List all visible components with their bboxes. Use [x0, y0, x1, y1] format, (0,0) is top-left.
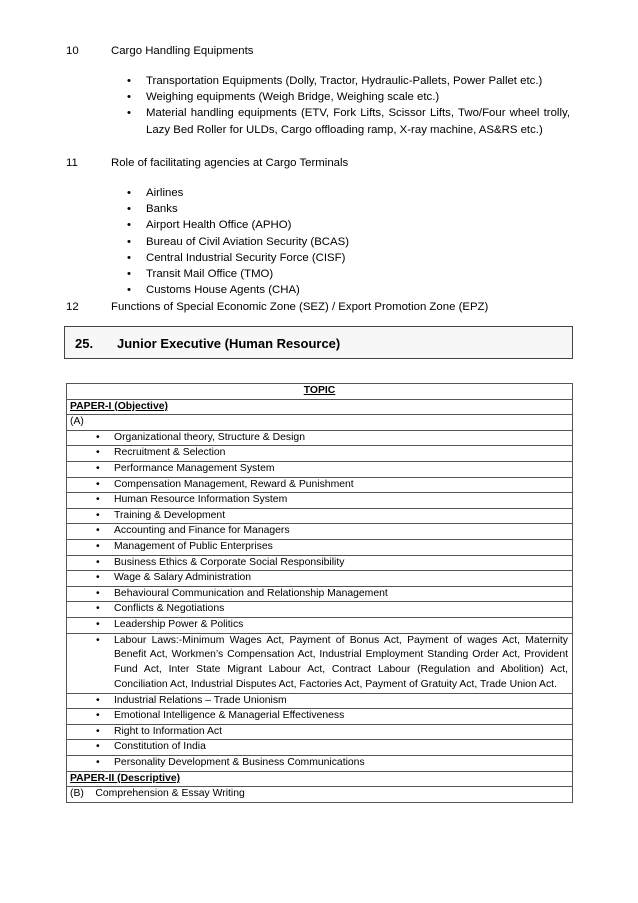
bullet-icon: • — [96, 494, 100, 506]
bullet-icon: • — [96, 757, 100, 769]
table-row — [67, 555, 573, 571]
list-item: • Central Industrial Security Force (CISF) — [146, 250, 570, 266]
bullet-icon: • — [96, 431, 100, 443]
section-11-bullets — [127, 185, 570, 298]
topic-item: Performance Management System — [114, 462, 275, 474]
table-row — [67, 633, 573, 693]
table-row — [67, 493, 573, 509]
table-row — [67, 724, 573, 740]
topic-item: Wage & Salary Administration — [114, 572, 252, 584]
topic-item: Behavioural Communication and Relationship Management — [114, 587, 388, 599]
section-title: Role of facilitating agencies at Cargo Terminals — [111, 157, 349, 169]
table-row — [67, 524, 573, 540]
table-row — [67, 430, 573, 446]
section-number: 10 — [66, 45, 79, 57]
topic-item: Recruitment & Selection — [114, 447, 226, 459]
topic-item: Industrial Relations – Trade Unionism — [114, 694, 287, 706]
post-heading — [64, 326, 573, 359]
topic-item: Human Resource Information System — [114, 494, 288, 506]
bullet-icon: • — [96, 587, 100, 599]
bullet-icon: • — [96, 572, 100, 584]
table-row — [67, 771, 573, 787]
bullet-icon: • — [96, 447, 100, 459]
table-row — [67, 571, 573, 587]
bullet-icon: • — [96, 741, 100, 753]
topic-item: Compensation Management, Reward & Punishment — [114, 478, 354, 490]
bullet-icon: • — [96, 556, 100, 568]
bullet-icon: • — [127, 203, 131, 216]
topic-item: Constitution of India — [114, 741, 206, 753]
topic-item: Conflicts & Negotiations — [114, 603, 225, 615]
part-b-label: (B) Comprehension & Essay Writing — [67, 787, 573, 803]
bullet-icon: • — [127, 91, 131, 104]
bullet-icon: • — [127, 268, 131, 281]
bullet-icon: • — [127, 235, 131, 248]
table-row — [67, 602, 573, 618]
bullet-icon: • — [96, 509, 100, 521]
bullet-icon: • — [96, 618, 100, 630]
topic-item: Emotional Intelligence & Managerial Effectiveness — [114, 710, 345, 722]
section-number: 12 — [66, 301, 79, 313]
post-title: Junior Executive (Human Resource) — [117, 336, 341, 351]
table-row — [67, 693, 573, 709]
topic-table — [66, 383, 573, 803]
list-item: • Material handling equipments (ETV, Fork Lifts, Scissor Lifts, Two/Four wheel trolly, Lazy Bed Roller for ULDs, Cargo offloading ramp, X-ray machine, AS&RS etc.) — [127, 107, 570, 136]
list-item: • Weighing equipments (Weigh Bridge, Weighing scale etc.) — [146, 89, 570, 105]
table-row — [67, 384, 573, 400]
bullet-icon: • — [127, 187, 131, 199]
topic-header: TOPIC — [67, 384, 573, 400]
part-a-label: (A) — [67, 415, 573, 431]
list-item: • Banks — [146, 201, 570, 217]
list-item: • Airport Health Office (APHO) — [146, 217, 570, 233]
table-row — [67, 461, 573, 477]
topic-item: Labour Laws:-Minimum Wages Act, Payment of Bonus Act, Payment of wages Act, Maternity Benefit Act, Workmen’s Compensation Act, Industrial Employment Standing Order Act, Provident Fund Act, Inter State Migrant Labour Act, Contract Labour (Regulation and Abolition) Act, Conciliation Act, Industrial Disputes Act, Factories Act, Payment of Gratuity Act, Trade Union Act. — [114, 634, 568, 690]
topic-item: Organizational theory, Structure & Design — [114, 431, 305, 443]
bullet-icon: • — [127, 284, 131, 297]
list-item: • Transit Mail Office (TMO) — [146, 266, 570, 282]
table-row — [67, 617, 573, 633]
table-row — [67, 477, 573, 493]
topic-item: Personality Development & Business Communications — [114, 757, 365, 769]
bullet-icon: • — [96, 694, 100, 706]
bullet-icon: • — [96, 710, 100, 722]
topic-item: Management of Public Enterprises — [114, 540, 273, 552]
table-row — [67, 415, 573, 431]
table-row — [67, 787, 573, 803]
bullet-icon: • — [96, 634, 100, 646]
section-title: Cargo Handling Equipments — [111, 45, 254, 57]
topic-item: Right to Information Act — [114, 725, 223, 737]
section-title: Functions of Special Economic Zone (SEZ) / Export Promotion Zone (EPZ) — [111, 301, 489, 313]
bullet-icon: • — [96, 478, 100, 490]
section-10-bullets — [127, 73, 570, 138]
topic-item: Business Ethics & Corporate Social Responsibility — [114, 556, 345, 568]
table-row — [67, 446, 573, 462]
paper-1-label: PAPER-I (Objective) — [67, 399, 573, 415]
table-row — [67, 539, 573, 555]
table-row — [67, 399, 573, 415]
bullet-icon: • — [96, 525, 100, 537]
bullet-icon: • — [96, 603, 100, 615]
paper-2-label: PAPER-II (Descriptive) — [67, 771, 573, 787]
table-row — [67, 709, 573, 725]
bullet-icon: • — [127, 251, 131, 264]
table-row — [67, 508, 573, 524]
bullet-icon: • — [96, 725, 100, 737]
bullet-icon: • — [127, 219, 131, 232]
bullet-icon: • — [127, 107, 131, 120]
list-item: • Bureau of Civil Aviation Security (BCAS) — [146, 234, 570, 250]
bullet-icon: • — [96, 540, 100, 552]
table-row — [67, 740, 573, 756]
list-item: • Transportation Equipments (Dolly, Tractor, Hydraulic-Pallets, Power Pallet etc.) — [146, 73, 570, 89]
table-row — [67, 586, 573, 602]
topic-item: Leadership Power & Politics — [114, 618, 244, 630]
list-item: • Customs House Agents (CHA) — [146, 282, 570, 298]
section-number: 11 — [66, 157, 78, 169]
topic-item: Training & Development — [114, 509, 226, 521]
list-item: • Airlines — [146, 185, 570, 201]
topic-item: Accounting and Finance for Managers — [114, 525, 290, 537]
bullet-icon: • — [127, 75, 131, 87]
bullet-icon: • — [96, 462, 100, 474]
table-row — [67, 756, 573, 772]
post-number: 25. — [75, 336, 94, 351]
